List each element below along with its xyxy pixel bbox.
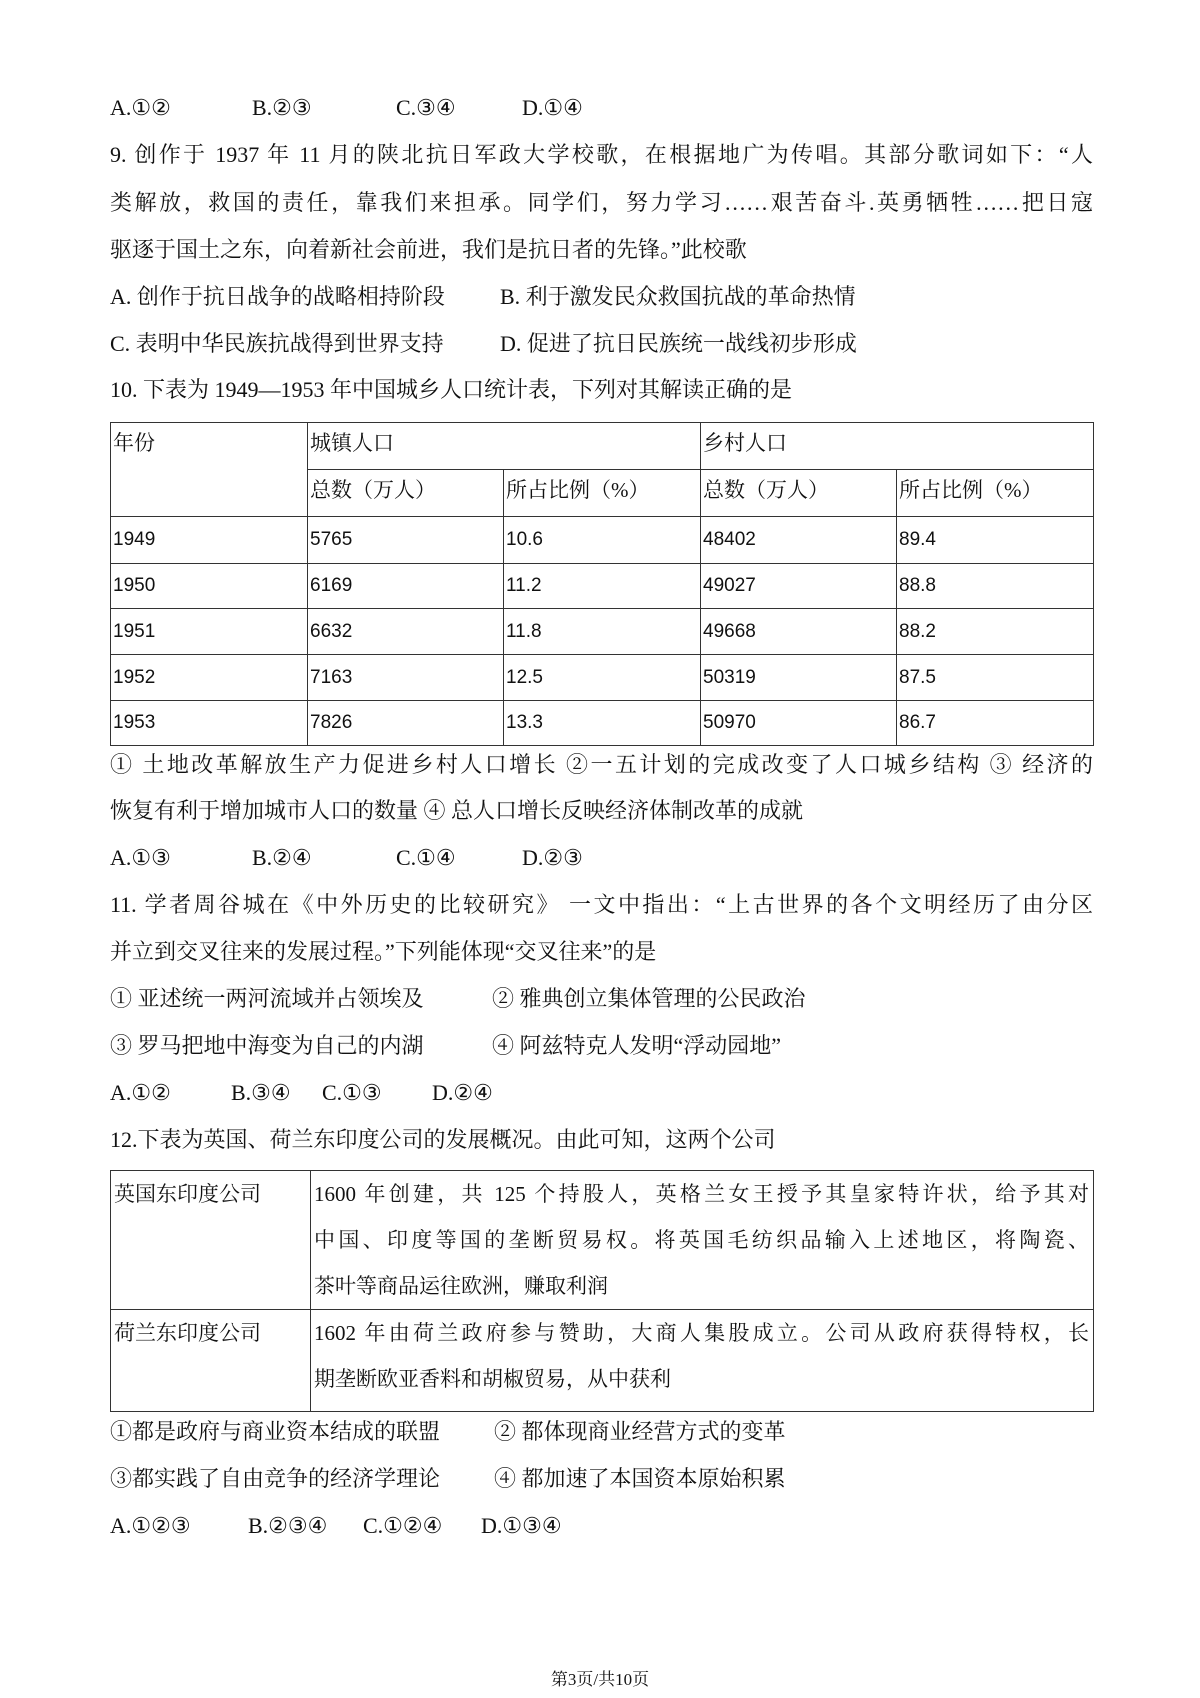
table-row	[111, 655, 1094, 701]
description-line: 中国、印度等国的垄断贸易权。将英国毛纺织品输入上述地区，将陶瓷、	[314, 1228, 1089, 1252]
q12-statement-2: ② 都体现商业经营方式的变革	[494, 1419, 786, 1444]
q9-option-b: B. 利于激发民众救国抗战的革命热情	[500, 284, 856, 309]
urban-population-header: 城镇人口	[308, 423, 701, 470]
year-cell: 1949	[111, 517, 308, 564]
q11-option-a: A.①②	[110, 1080, 171, 1105]
table-header-row	[111, 423, 1094, 470]
year-cell: 1953	[111, 701, 308, 746]
q9-option-a: A. 创作于抗日战争的战略相持阶段	[110, 284, 445, 309]
year-cell: 1950	[111, 564, 308, 609]
q11-option-d: D.②④	[432, 1080, 493, 1105]
q9-stem-line-3: 驱逐于国土之东，向着新社会前进，我们是抗日者的先锋。”此校歌	[110, 237, 747, 262]
table-row	[111, 609, 1094, 655]
description-line: 期垄断欧亚香料和胡椒贸易，从中获利	[314, 1367, 671, 1391]
q10-statements-line-2: 恢复有利于增加城市人口的数量 ④ 总人口增长反映经济体制改革的成就	[110, 798, 804, 823]
urban-total-cell: 5765	[308, 517, 504, 564]
table-row	[111, 517, 1094, 564]
q10-option-c: C.①④	[396, 845, 456, 870]
rural-total-cell: 50319	[701, 655, 897, 701]
q12-option-d: D.①③④	[481, 1513, 562, 1538]
year-cell: 1951	[111, 609, 308, 655]
rural-total-cell: 48402	[701, 517, 897, 564]
q12-option-c: C.①②④	[363, 1513, 443, 1538]
rural-total-cell: 50970	[701, 701, 897, 746]
q12-statement-1: ①都是政府与商业资本结成的联盟	[110, 1419, 441, 1444]
page-number: 第3页/共10页	[550, 1670, 650, 1689]
description-line: 1602 年由荷兰政府参与赞助，大商人集股成立。公司从政府获得特权，长	[314, 1321, 1089, 1345]
q10-option-b: B.②④	[252, 845, 312, 870]
company-name-cell	[111, 1310, 311, 1412]
rural-ratio-cell: 87.5	[897, 655, 1094, 701]
q11-option-b: B.③④	[231, 1080, 291, 1105]
rural-population-header: 乡村人口	[701, 423, 1094, 470]
q11-option-c: C.①③	[322, 1080, 382, 1105]
urban-ratio-cell: 10.6	[504, 517, 701, 564]
q11-item-3: ③ 罗马把地中海变为自己的内湖	[110, 1033, 424, 1058]
q8-option-d: D.①④	[522, 95, 583, 120]
table-row	[111, 1310, 1094, 1412]
urban-ratio-cell: 13.3	[504, 701, 701, 746]
q10-option-d: D.②③	[522, 845, 583, 870]
rural-total-cell: 49027	[701, 564, 897, 609]
q11-item-1: ① 亚述统一两河流域并占领埃及	[110, 986, 424, 1011]
q12-option-b: B.②③④	[248, 1513, 328, 1538]
q11-item-4: ④ 阿兹特克人发明“浮动园地”	[492, 1033, 782, 1058]
urban-total-cell: 7163	[308, 655, 504, 701]
rural-ratio-cell: 88.8	[897, 564, 1094, 609]
company-name: 英国东印度公司	[114, 1182, 261, 1206]
urban-total-cell: 6632	[308, 609, 504, 655]
table-row	[111, 1171, 1094, 1310]
urban-total-cell: 7826	[308, 701, 504, 746]
urban-ratio-header: 所占比例（%）	[504, 470, 701, 517]
q12-option-a: A.①②③	[110, 1513, 191, 1538]
q9-stem-line-2: 类解放，救国的责任，靠我们来担承。同学们，努力学习……艰苦奋斗.英勇牺牲……把日寇	[110, 190, 1093, 215]
q11-item-2: ② 雅典创立集体管理的公民政治	[492, 986, 806, 1011]
q8-option-a: A.①②	[110, 95, 171, 120]
q11-stem-line-1: 11. 学者周谷城在《中外历史的比较研究》 一文中指出：“上古世界的各个文明经历了由分区	[110, 892, 1093, 917]
company-name: 荷兰东印度公司	[114, 1321, 261, 1345]
east-india-company-table	[110, 1170, 1094, 1412]
q10-statements-line-1: ① 土地改革解放生产力促进乡村人口增长 ②一五计划的完成改变了人口城乡结构 ③ 经济的	[110, 752, 1093, 777]
q11-stem-line-2: 并立到交叉往来的发展过程。”下列能体现“交叉往来”的是	[110, 939, 657, 964]
q9-option-d: D. 促进了抗日民族统一战线初步形成	[500, 331, 857, 356]
q8-option-c: C.③④	[396, 95, 456, 120]
company-name-cell	[111, 1171, 311, 1310]
population-table	[110, 422, 1094, 746]
table-row	[111, 701, 1094, 746]
q12-stem: 12.下表为英国、荷兰东印度公司的发展概况。由此可知，这两个公司	[110, 1127, 776, 1152]
q10-stem: 10. 下表为 1949—1953 年中国城乡人口统计表，下列对其解读正确的是	[110, 377, 793, 402]
rural-ratio-cell: 89.4	[897, 517, 1094, 564]
table-row	[111, 564, 1094, 609]
q12-statement-4: ④ 都加速了本国资本原始积累	[494, 1466, 786, 1491]
urban-ratio-cell: 11.8	[504, 609, 701, 655]
q10-option-a: A.①③	[110, 845, 171, 870]
q9-option-c: C. 表明中华民族抗战得到世界支持	[110, 331, 444, 356]
company-description-cell	[311, 1171, 1094, 1310]
rural-ratio-header: 所占比例（%）	[897, 470, 1094, 517]
description-line: 1600 年创建，共 125 个持股人，英格兰女王授予其皇家特许状，给予其对	[314, 1182, 1089, 1206]
urban-total-cell: 6169	[308, 564, 504, 609]
urban-ratio-cell: 12.5	[504, 655, 701, 701]
rural-ratio-cell: 88.2	[897, 609, 1094, 655]
rural-total-header: 总数（万人）	[701, 470, 897, 517]
company-description-cell	[311, 1310, 1094, 1412]
rural-ratio-cell: 86.7	[897, 701, 1094, 746]
q8-option-b: B.②③	[252, 95, 312, 120]
description-line: 茶叶等商品运往欧洲，赚取利润	[314, 1274, 608, 1298]
urban-ratio-cell: 11.2	[504, 564, 701, 609]
q12-statement-3: ③都实践了自由竞争的经济学理论	[110, 1466, 441, 1491]
q9-stem-line-1: 9. 创作于 1937 年 11 月的陕北抗日军政大学校歌，在根据地广为传唱。其部分歌词如下：“人	[110, 142, 1093, 167]
rural-total-cell: 49668	[701, 609, 897, 655]
year-header: 年份	[111, 423, 308, 517]
year-cell: 1952	[111, 655, 308, 701]
urban-total-header: 总数（万人）	[308, 470, 504, 517]
